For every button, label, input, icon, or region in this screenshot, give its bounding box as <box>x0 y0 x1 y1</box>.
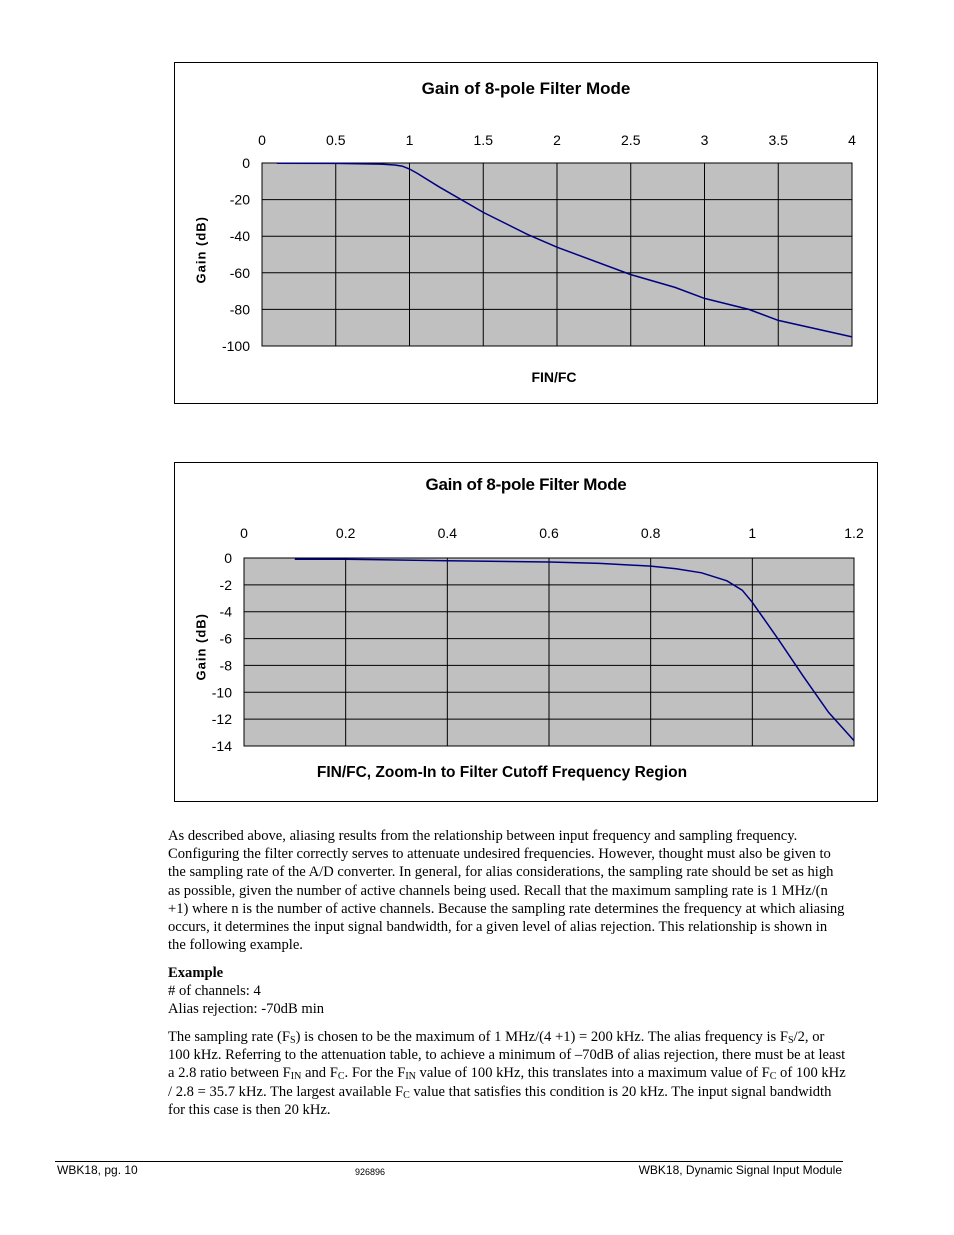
x-tick-label: 0 <box>258 132 266 148</box>
subscript: S <box>787 1035 794 1046</box>
y-tick-label: -10 <box>211 684 232 701</box>
subscript: C <box>337 1071 345 1083</box>
y-tick-label: -100 <box>221 338 250 354</box>
x-tick-label: 2 <box>553 132 561 148</box>
x-tick-label: 1.5 <box>473 132 493 148</box>
example-alias-rejection: Alias rejection: -70dB min <box>168 1001 325 1018</box>
y-tick-label: -80 <box>229 301 250 318</box>
x-tick-label: 2.5 <box>621 132 641 148</box>
x-tick-label: 0.6 <box>539 525 559 541</box>
y-tick-label: -2 <box>219 576 232 593</box>
y-tick-label: -14 <box>211 738 232 754</box>
gain-chart-zoom-plot <box>175 463 879 803</box>
text-run: /2, or 100 kHz. Referring to the attenuation table, to achieve a minimum of –70dB of alias rejection, there must be at least a 2.8 ratio between F <box>168 1029 846 1082</box>
text-run: of 100 kHz / 2.8 = 35.7 kHz. The largest available F <box>168 1065 846 1100</box>
x-tick-label: 1 <box>748 525 757 541</box>
subscript: C <box>769 1071 777 1083</box>
gain-chart-full-plot <box>175 63 879 405</box>
x-tick-label: 0.8 <box>640 525 661 541</box>
subscript: C <box>403 1089 410 1101</box>
example-heading: Example <box>168 965 224 981</box>
x-axis-label: FIN/FC, Zoom-In to Filter Cutoff Frequency Region <box>316 764 688 781</box>
text-run: . For the F <box>344 1065 406 1082</box>
footer-module-title: WBK18, Dynamic Signal Input Module <box>638 1163 842 1177</box>
y-tick-label: 0 <box>224 550 232 566</box>
x-tick-label: 0.2 <box>335 525 356 541</box>
x-tick-label: 1 <box>405 132 414 148</box>
x-tick-label: 3.5 <box>768 132 788 148</box>
footer-rule <box>55 1161 843 1162</box>
chart-title: Gain of 8-pole Filter Mode <box>425 475 627 494</box>
x-tick-label: 4 <box>848 132 856 148</box>
y-tick-label: 0 <box>242 155 250 171</box>
x-tick-label: 0.4 <box>437 525 458 541</box>
y-tick-label: -4 <box>219 603 232 620</box>
gain-chart-zoom <box>174 462 878 802</box>
x-axis-label: FIN/FC <box>531 369 577 385</box>
y-axis-label: Gain (dB) <box>193 216 209 284</box>
y-tick-label: -12 <box>211 711 232 728</box>
text-run: value of 100 kHz, this translates into a maximum value of F <box>415 1065 770 1082</box>
aliasing-paragraph: As described above, aliasing results from the relationship between input frequency and sampling frequency. Configuring the filter correctly serves to attenuate undesired frequencies. However, thought must also be given to the sampling rate of the A/D converter. In general, for alias considerations, the sampling rate should be set as high as possible, given the number of active channels being used. Recall that the maximum sampling rate is 1 MHz/(n +1) where n is the number of active channels. Because the sampling rate determines the frequency at which aliasing occurs, it determines the input signal bandwidth, for a given level of alias rejection. This relationship is shown in the following example. <box>168 828 845 954</box>
x-tick-label: 0 <box>240 525 248 541</box>
footer-page-label: WBK18, pg. 10 <box>57 1163 138 1177</box>
text-run: and F <box>301 1065 338 1082</box>
subscript: IN <box>405 1071 416 1083</box>
example-block <box>168 964 848 1019</box>
y-tick-label: -60 <box>229 264 250 281</box>
chart-title: Gain of 8-pole Filter Mode <box>421 79 631 98</box>
x-tick-label: 1.2 <box>844 525 864 541</box>
y-tick-label: -6 <box>219 630 232 647</box>
gain-chart-full <box>174 62 878 404</box>
y-axis-label: Gain (dB) <box>193 613 209 681</box>
subscript: S <box>290 1035 296 1046</box>
text-run: The sampling rate (F <box>168 1029 290 1045</box>
x-tick-label: 0.5 <box>326 132 346 148</box>
text-run: ) is chosen to be the maximum of 1 MHz/(4 +1) = 200 kHz. The alias frequency is F <box>295 1029 788 1045</box>
sampling-rate-paragraph <box>168 1028 848 1119</box>
footer-doc-number: 926896 <box>355 1167 386 1177</box>
text-run: value that satisfies this condition is 20 kHz. The input signal bandwidth for this case is then 20 kHz. <box>168 1083 832 1118</box>
example-channels: # of channels: 4 <box>168 983 261 1000</box>
y-tick-label: -40 <box>229 228 250 245</box>
subscript: IN <box>290 1071 302 1083</box>
y-tick-label: -8 <box>219 657 232 674</box>
x-tick-label: 3 <box>700 132 709 148</box>
y-tick-label: -20 <box>229 191 250 208</box>
